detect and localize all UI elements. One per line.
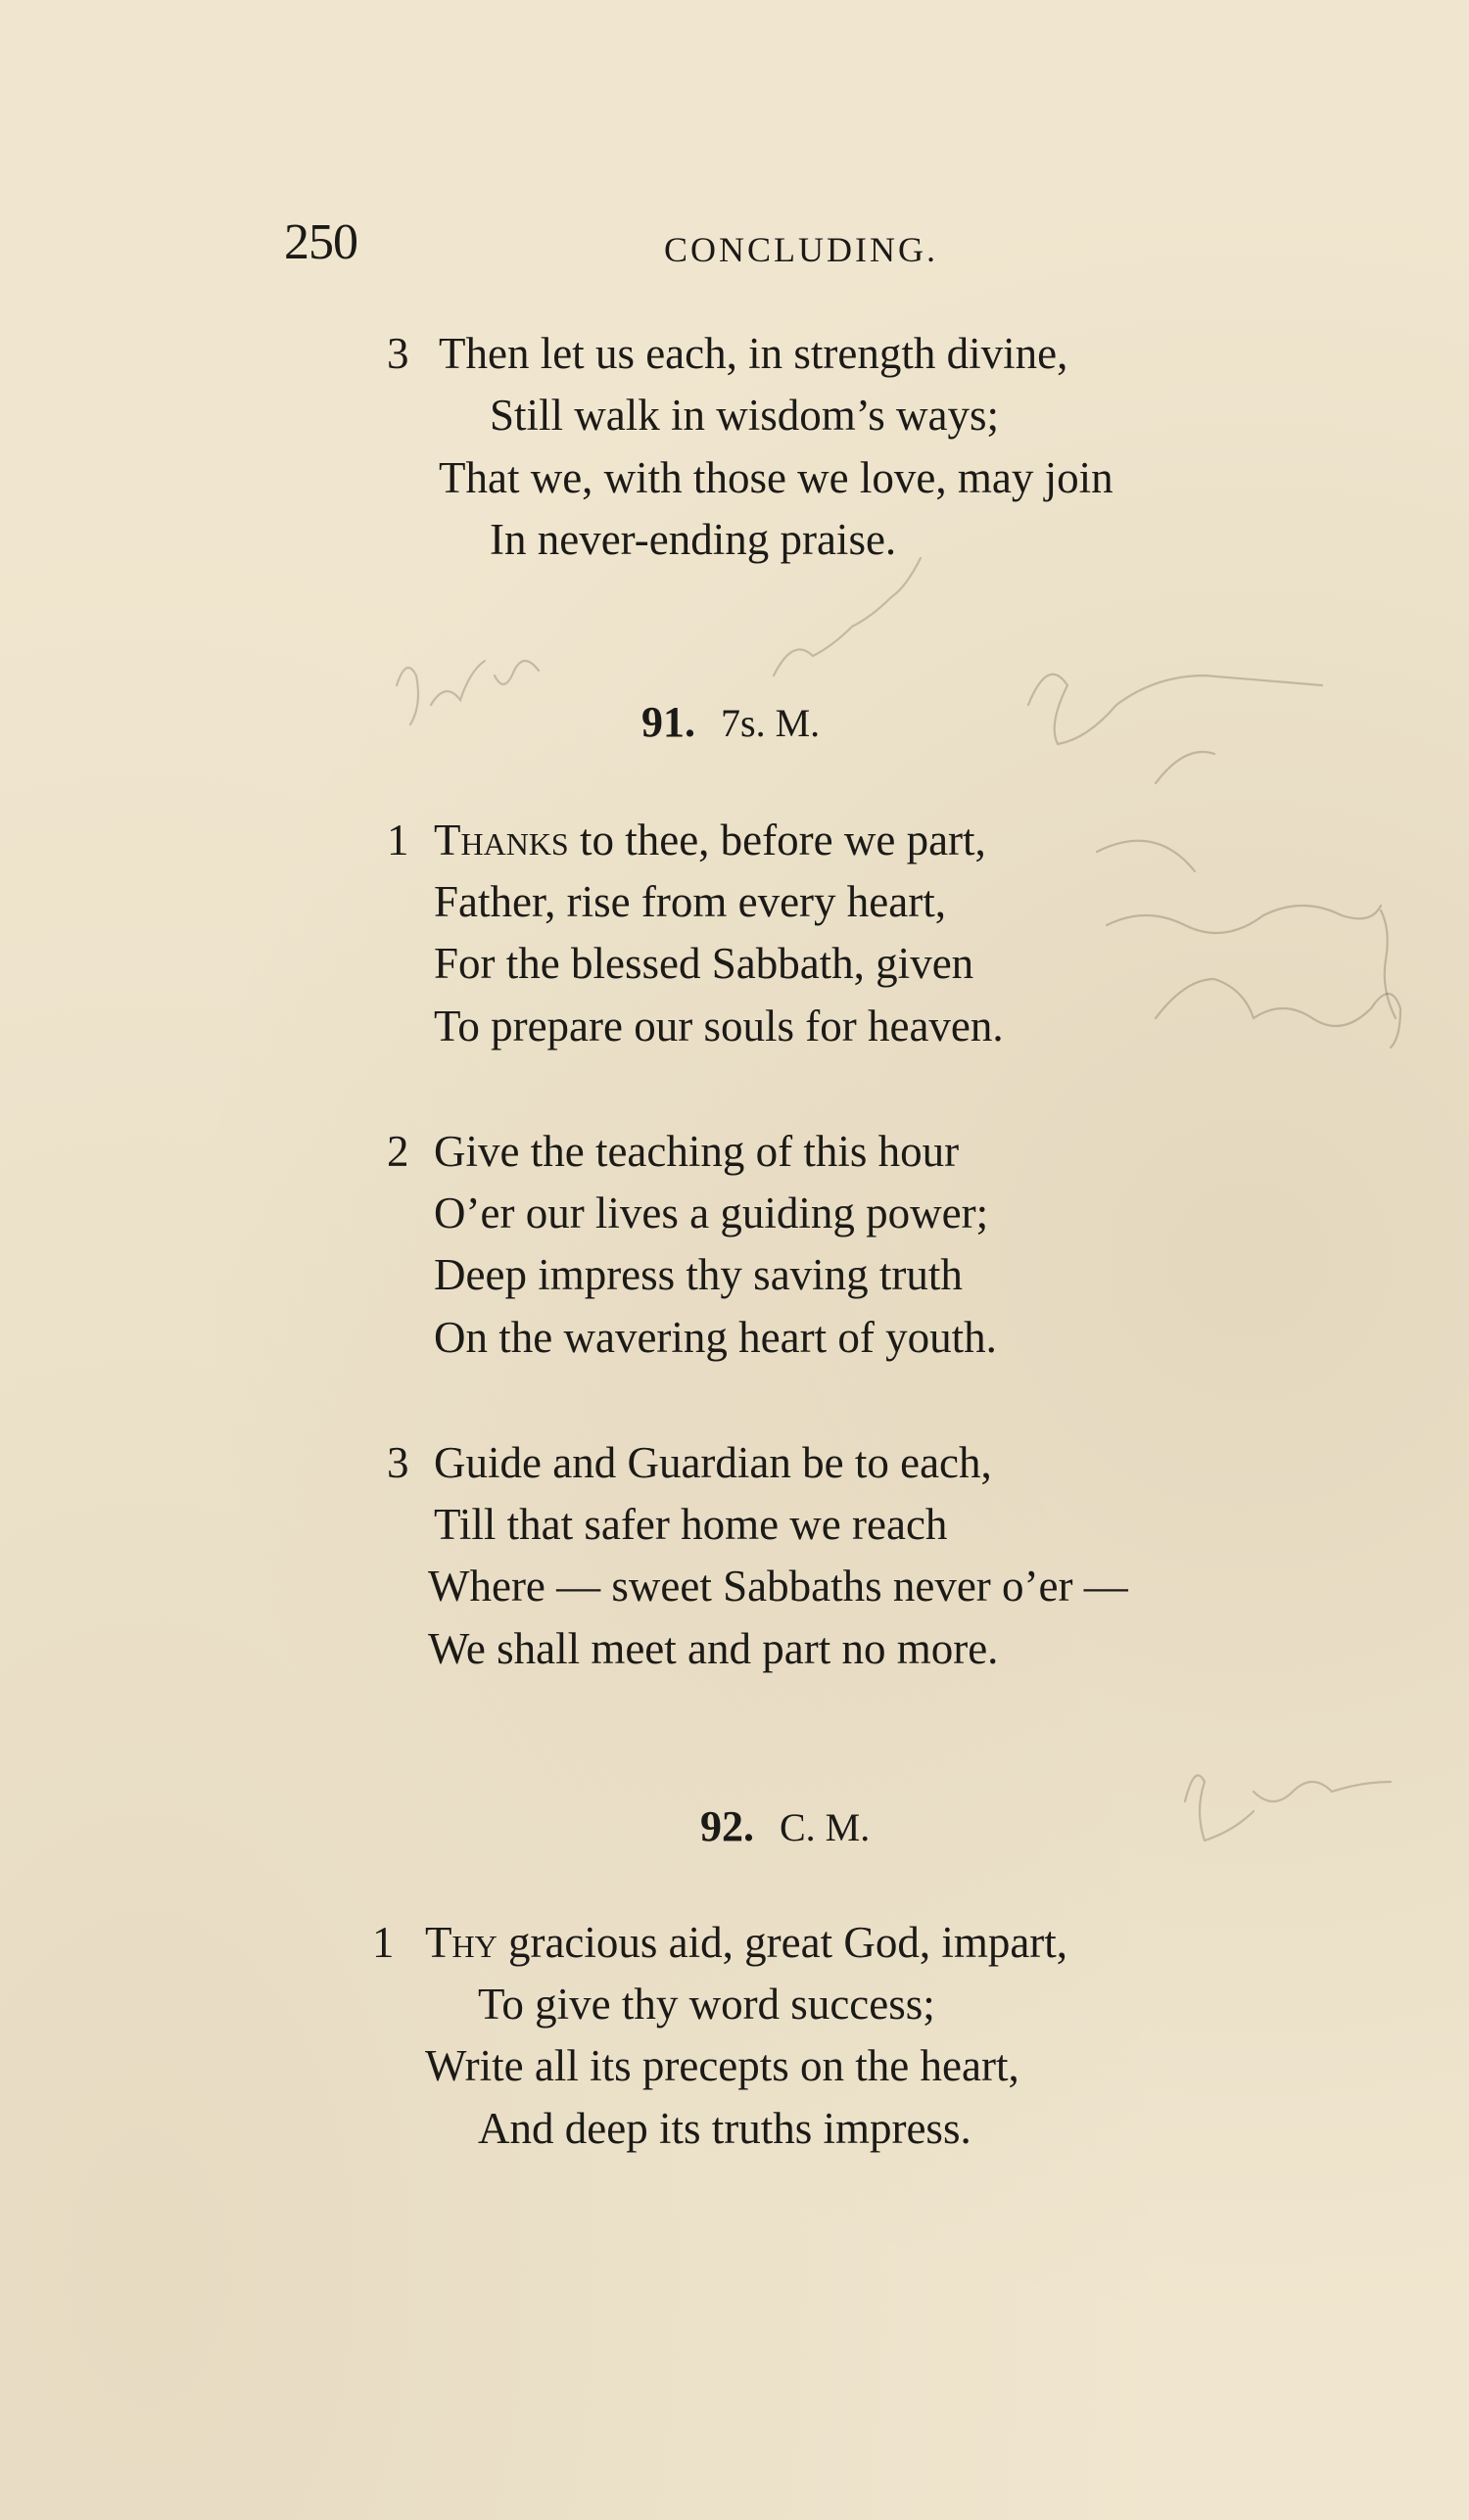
- verse-line: On the wavering heart of youth.: [434, 1313, 997, 1362]
- first-word: Thy: [425, 1918, 498, 1967]
- stanza-number: 2: [387, 1127, 409, 1176]
- page-header: [284, 213, 1263, 272]
- hymn-91-heading: [641, 697, 820, 747]
- verse-line: Then let us each, in strength divine,: [439, 329, 1068, 378]
- verse-line: Thy gracious aid, great God, impart,: [425, 1918, 1068, 1967]
- verse-line: Till that safer home we reach: [434, 1500, 948, 1549]
- hymn-92-heading: [700, 1801, 870, 1851]
- hymn-meter: 7s. M.: [721, 701, 821, 745]
- verse-line: Give the teaching of this hour: [434, 1127, 960, 1176]
- verse-line: Where — sweet Sabbaths never o’er —: [428, 1562, 1128, 1610]
- hymn-meter: C. M.: [780, 1805, 871, 1849]
- page-number: 250: [284, 214, 357, 270]
- verse-line: And deep its truths impress.: [478, 2104, 971, 2153]
- verse-line: That we, with those we love, may join: [439, 453, 1114, 502]
- verse-line: Deep impress thy saving truth: [434, 1250, 963, 1299]
- stanza-number: 1: [372, 1918, 395, 1967]
- verse-line: We shall meet and part no more.: [428, 1624, 999, 1673]
- verse-line: In never-ending praise.: [490, 515, 897, 564]
- first-word: Thanks: [434, 816, 569, 864]
- verse-line: For the blessed Sabbath, given: [434, 939, 974, 988]
- verse-line: O’er our lives a guiding power;: [434, 1189, 989, 1237]
- verse-line: Write all its precepts on the heart,: [425, 2041, 1019, 2090]
- hymn-number: 91.: [641, 698, 695, 746]
- running-head: CONCLUDING.: [664, 230, 938, 269]
- verse-line: Thanks to thee, before we part,: [434, 816, 986, 864]
- stanza-number: 1: [387, 816, 409, 864]
- verse-line: Still walk in wisdom’s ways;: [490, 391, 1000, 440]
- verse-line: Guide and Guardian be to each,: [434, 1438, 992, 1487]
- stanza-number: 3: [387, 329, 409, 378]
- verse-line: To give thy word success;: [478, 1980, 935, 2029]
- verse-line: Father, rise from every heart,: [434, 877, 946, 926]
- hymn-number: 92.: [700, 1802, 754, 1850]
- stanza-number: 3: [387, 1438, 409, 1487]
- verse-line: To prepare our souls for heaven.: [434, 1002, 1004, 1050]
